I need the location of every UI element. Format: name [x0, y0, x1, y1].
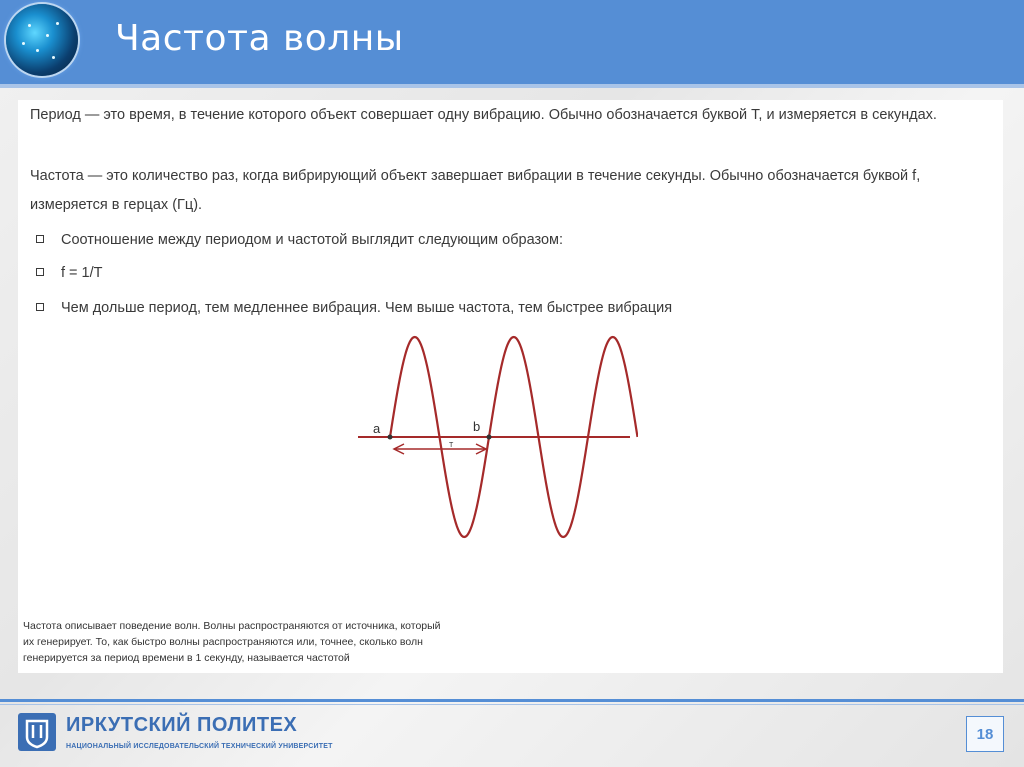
label-a: a [373, 421, 381, 436]
caption-text: Частота описывает поведение волн. Волны распространяются от источника, который их генерирует. То, как быстро волны распространяются или, точнее, сколько волн генерируется за период времени в 1 секунду, называется частотой [23, 620, 441, 664]
footer-divider-thin [0, 704, 1024, 705]
university-logo-icon [18, 713, 56, 751]
slide-title: Частота волны [115, 18, 404, 59]
wave-diagram [358, 335, 638, 550]
point-a-marker [388, 435, 393, 440]
frequency-paragraph: Частота — это количество раз, когда вибрирующий объект завершает вибрации в течение секунды. Обычно обозначается буквой f, измеряется в герцах (Гц). [30, 168, 921, 213]
label-t: T [449, 442, 454, 449]
bullet-marker-icon [36, 303, 44, 311]
label-b: b [473, 419, 481, 434]
bullet-text: Соотношение между периодом и частотой выглядит следующим образом: [61, 232, 564, 248]
footer-divider [0, 699, 1024, 702]
bullet-item [36, 298, 672, 318]
bullet-marker-icon [36, 235, 44, 243]
bullet-text: Чем дольше период, тем медленнее вибрация. Чем выше частота, тем быстрее вибрация [61, 300, 673, 316]
globe-logo-icon [6, 4, 78, 76]
slide-header [0, 0, 1024, 84]
content-panel [18, 100, 1003, 673]
header-divider [0, 84, 1024, 88]
page-number: 18 [966, 716, 1004, 752]
brand-subtitle: НАЦИОНАЛЬНЫЙ ИССЛЕДОВАТЕЛЬСКИЙ ТЕХНИЧЕСКИЙ УНИВЕРСИТЕТ [66, 743, 333, 750]
bullet-marker-icon [36, 268, 44, 276]
brand-name: ИРКУТСКИЙ ПОЛИТЕХ [66, 714, 298, 736]
point-b-marker [487, 435, 492, 440]
period-paragraph: Период — это время, в течение которого объект совершает одну вибрацию. Обычно обозначается буквой T, и измеряется в секундах. [30, 107, 937, 123]
bullet-text: f = 1/T [61, 265, 103, 281]
bullet-item [36, 263, 103, 283]
bullet-item [36, 230, 563, 250]
